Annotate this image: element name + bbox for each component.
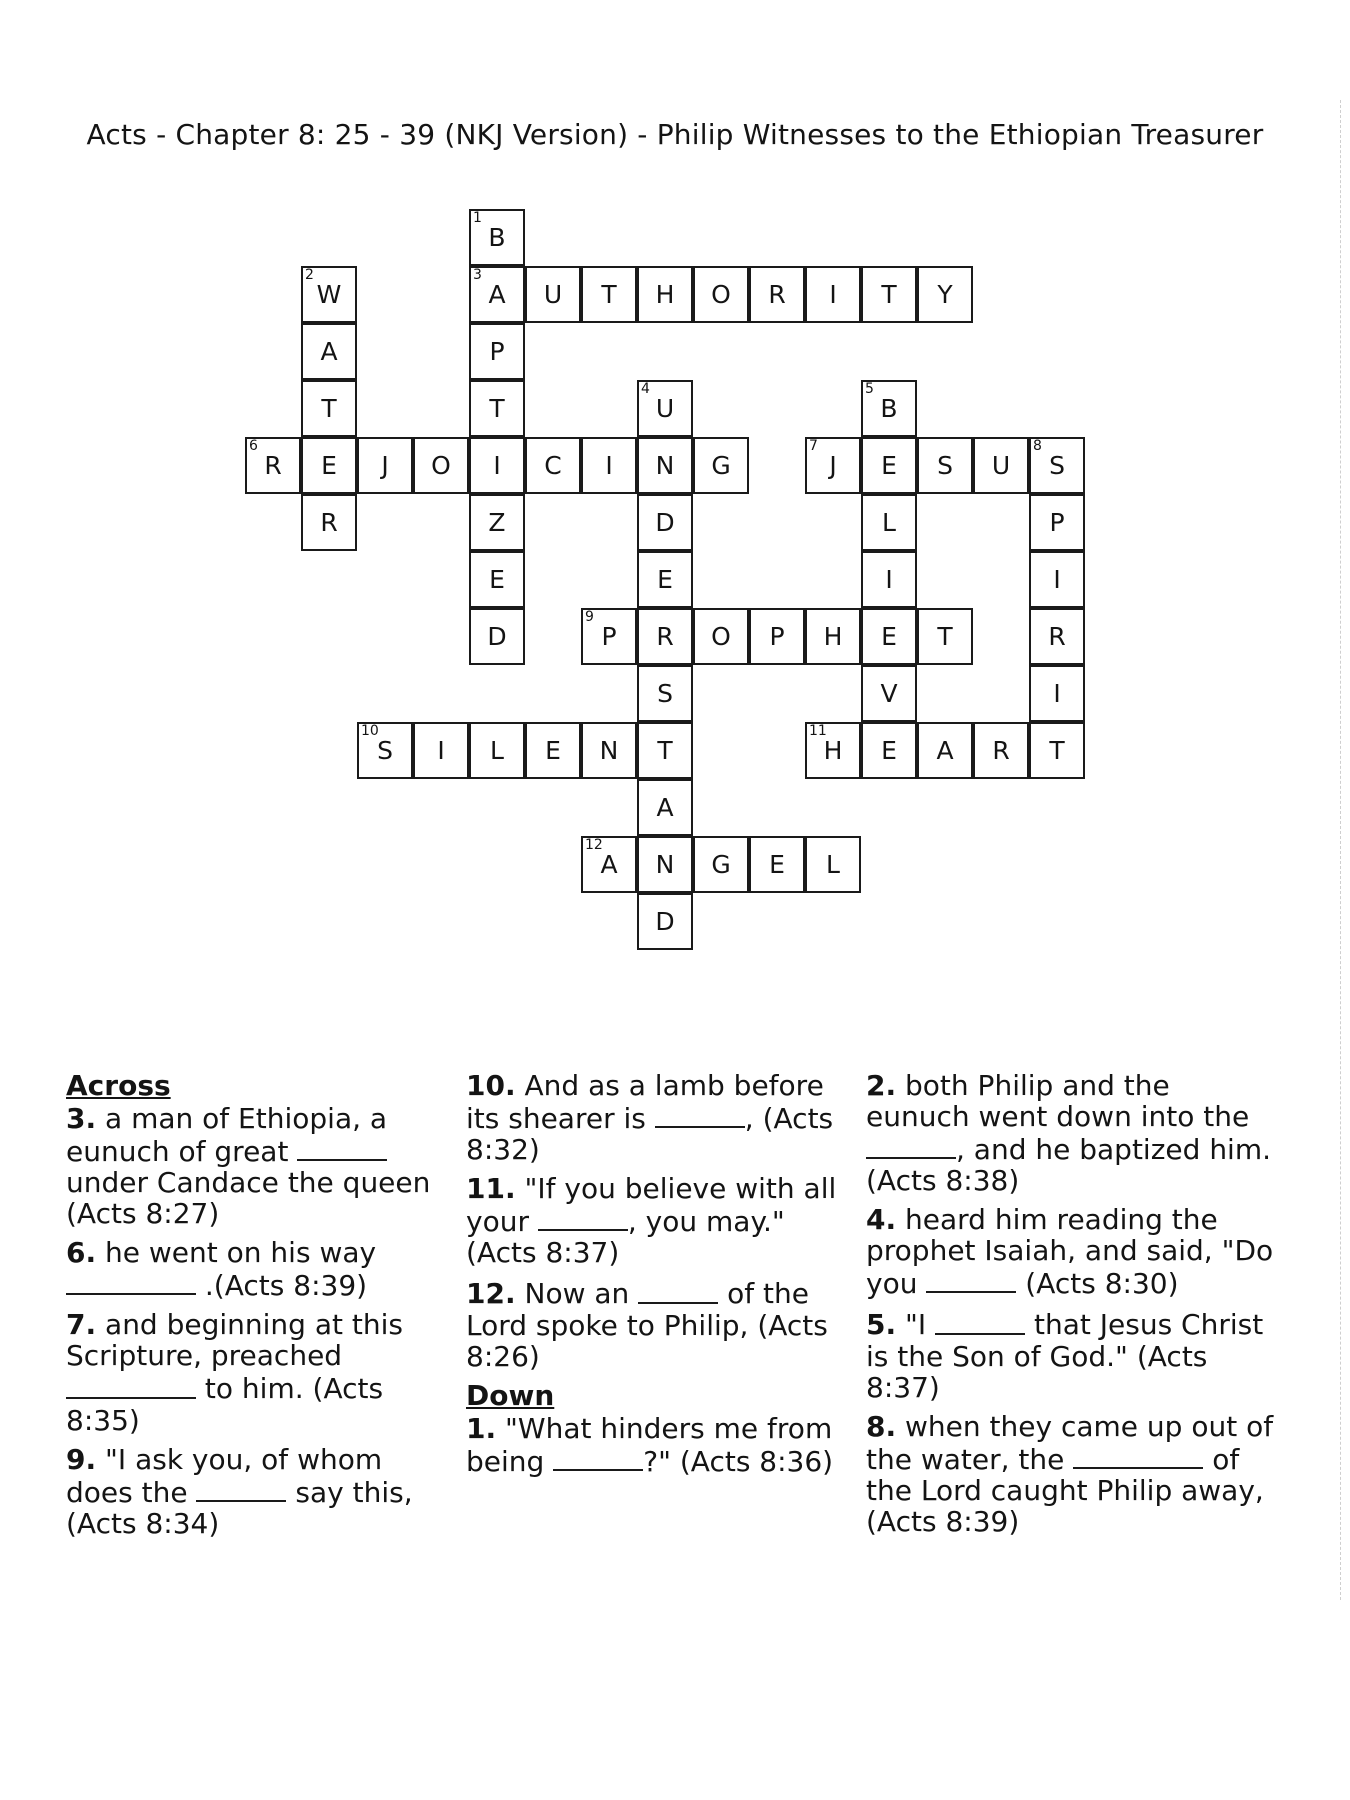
cell-letter: J — [829, 451, 837, 480]
grid-cell — [917, 266, 973, 323]
clue-across-6: 6. he went on his way .(Acts 8:39) — [66, 1236, 377, 1303]
cell-letter: B — [880, 394, 898, 423]
clue-across-12: 12. Now an of the Lord spoke to Philip, (Acts 8:26) — [466, 1277, 828, 1373]
cell-letter: A — [488, 280, 506, 309]
clues-column-1 — [66, 1070, 446, 1547]
grid-cell — [637, 380, 693, 437]
cell-number: 11 — [809, 723, 827, 739]
grid-cell — [917, 437, 973, 494]
grid-cell — [1029, 551, 1085, 608]
grid-cell — [861, 437, 917, 494]
cell-letter: T — [937, 622, 953, 651]
clue-across-9: 9. "I ask you, of whom does the say this, (Acts 8:34) — [66, 1442, 413, 1540]
down-header: Down — [466, 1378, 555, 1412]
grid-cell — [1029, 494, 1085, 551]
grid-cell — [861, 722, 917, 779]
cell-letter: R — [1048, 622, 1066, 651]
grid-cell — [973, 437, 1029, 494]
grid-cell — [469, 266, 525, 323]
grid-cell — [357, 722, 413, 779]
clue-down-5: 5. "I that Jesus Christ is the Son of God." (Acts 8:37) — [866, 1308, 1264, 1404]
cell-letter: W — [316, 280, 342, 309]
grid-cell — [301, 437, 357, 494]
cell-letter: V — [880, 679, 898, 708]
cell-letter: E — [545, 736, 561, 765]
page-title: Acts - Chapter 8: 25 - 39 (NKJ Version) - Philip Witnesses to the Ethiopian Treasurer — [86, 118, 1264, 151]
cell-letter: I — [1053, 565, 1061, 594]
grid-cell — [637, 836, 693, 893]
grid-cell — [581, 437, 637, 494]
grid-cell — [637, 665, 693, 722]
cell-letter: Y — [937, 280, 953, 309]
grid-cell — [861, 665, 917, 722]
cell-letter: A — [600, 850, 618, 879]
cell-letter: E — [321, 451, 337, 480]
grid-cell — [693, 266, 749, 323]
cell-number: 3 — [473, 267, 482, 283]
cell-letter: L — [490, 736, 504, 765]
cell-number: 8 — [1033, 438, 1042, 454]
cell-letter: I — [885, 565, 893, 594]
grid-cell — [693, 608, 749, 665]
grid-cell — [469, 380, 525, 437]
grid-cell — [637, 551, 693, 608]
grid-cell — [637, 779, 693, 836]
grid-cell — [1029, 665, 1085, 722]
grid-cell — [1029, 722, 1085, 779]
cell-letter: E — [657, 565, 673, 594]
grid-cell — [805, 437, 861, 494]
cell-letter: T — [321, 394, 337, 423]
cell-letter: I — [1053, 679, 1061, 708]
cell-letter: R — [320, 508, 338, 537]
cell-letter: T — [489, 394, 505, 423]
grid-cell — [917, 608, 973, 665]
clue-across-11: 11. "If you believe with all your , you may." (Acts 8:37) — [466, 1172, 837, 1270]
grid-cell — [637, 437, 693, 494]
cell-letter: S — [377, 736, 393, 765]
cell-letter: L — [882, 508, 896, 537]
grid-cell — [581, 266, 637, 323]
cell-letter: C — [544, 451, 562, 480]
grid-cell — [413, 722, 469, 779]
cell-letter: H — [823, 622, 843, 651]
cell-number: 7 — [809, 438, 818, 454]
cell-letter: T — [601, 280, 617, 309]
cell-letter: I — [437, 736, 445, 765]
grid-cell — [1029, 437, 1085, 494]
grid-cell — [581, 608, 637, 665]
grid-cell — [637, 893, 693, 950]
cell-number: 1 — [473, 210, 482, 226]
grid-cell — [301, 494, 357, 551]
grid-cell — [469, 722, 525, 779]
grid-cell — [637, 608, 693, 665]
grid-cell — [525, 437, 581, 494]
grid-cell — [469, 551, 525, 608]
grid-cell — [637, 722, 693, 779]
cell-letter: L — [826, 850, 840, 879]
cell-letter: E — [769, 850, 785, 879]
grid-cell — [749, 836, 805, 893]
cell-letter: R — [264, 451, 282, 480]
cell-letter: A — [936, 736, 954, 765]
grid-cell — [581, 836, 637, 893]
grid-cell — [805, 266, 861, 323]
cell-letter: E — [881, 736, 897, 765]
grid-cell — [861, 380, 917, 437]
grid-cell — [861, 266, 917, 323]
clue-down-1: 1. "What hinders me from being ?" (Acts 8:36) — [466, 1411, 834, 1478]
cell-letter: O — [431, 451, 451, 480]
grid-cell — [581, 722, 637, 779]
grid-cell — [357, 437, 413, 494]
cell-letter: J — [381, 451, 389, 480]
grid-cell — [469, 323, 525, 380]
grid-cell — [637, 266, 693, 323]
grid-cell — [805, 722, 861, 779]
clue-down-2: 2. both Philip and the eunuch went down into the , and he baptized him. (Acts 8:38) — [866, 1069, 1272, 1198]
grid-cell — [861, 494, 917, 551]
grid-cell — [245, 437, 301, 494]
cell-letter: N — [655, 451, 675, 480]
grid-cell — [525, 722, 581, 779]
cell-letter: I — [605, 451, 613, 480]
cell-letter: T — [881, 280, 897, 309]
cell-letter: P — [1049, 508, 1065, 537]
grid-cell — [749, 608, 805, 665]
cell-letter: D — [655, 508, 675, 537]
cell-letter: R — [656, 622, 674, 651]
grid-cell — [469, 209, 525, 266]
grid-cell — [805, 836, 861, 893]
across-header: Across — [66, 1069, 171, 1102]
cell-letter: E — [881, 622, 897, 651]
grid-cell — [861, 608, 917, 665]
grid-cell — [973, 722, 1029, 779]
cell-number: 4 — [641, 381, 650, 397]
grid-cell — [637, 494, 693, 551]
cell-letter: A — [656, 793, 674, 822]
grid-cell — [301, 323, 357, 380]
cell-number: 10 — [361, 723, 379, 739]
cell-letter: U — [655, 394, 675, 423]
clues-column-2 — [466, 1070, 856, 1485]
cell-letter: G — [711, 850, 731, 879]
grid-cell — [469, 608, 525, 665]
grid-cell — [917, 722, 973, 779]
grid-cell — [693, 437, 749, 494]
clue-across-3: 3. a man of Ethiopia, a eunuch of great under Candace the queen (Acts 8:27) — [66, 1102, 431, 1231]
cell-letter: S — [1049, 451, 1065, 480]
grid-cell — [805, 608, 861, 665]
cell-letter: I — [493, 451, 501, 480]
cell-letter: E — [489, 565, 505, 594]
cell-number: 9 — [585, 609, 594, 625]
clue-down-8: 8. when they came up out of the water, the of the Lord caught Philip away, (Acts 8:39) — [866, 1409, 1274, 1538]
cell-number: 12 — [585, 837, 603, 853]
grid-cell — [301, 380, 357, 437]
cell-letter: P — [489, 337, 505, 366]
cell-letter: N — [655, 850, 675, 879]
cell-letter: I — [829, 280, 837, 309]
cell-letter: S — [937, 451, 953, 480]
cell-letter: Z — [488, 508, 506, 537]
cell-letter: A — [320, 337, 338, 366]
cell-letter: O — [711, 622, 731, 651]
cell-letter: D — [655, 907, 675, 936]
grid-cell — [861, 551, 917, 608]
cell-letter: R — [768, 280, 786, 309]
cell-letter: D — [487, 622, 507, 651]
cell-letter: G — [711, 451, 731, 480]
cell-letter: P — [601, 622, 617, 651]
clue-across-10: 10. And as a lamb before its shearer is , (Acts 8:32) — [466, 1069, 834, 1167]
cell-number: 2 — [305, 267, 314, 283]
cell-letter: E — [881, 451, 897, 480]
cell-letter: S — [657, 679, 673, 708]
clues-column-3 — [866, 1070, 1276, 1545]
grid-cell — [301, 266, 357, 323]
clue-down-4: 4. heard him reading the prophet Isaiah, and said, "Do you (Acts 8:30) — [866, 1203, 1274, 1301]
cell-letter: T — [1049, 736, 1065, 765]
grid-cell — [469, 437, 525, 494]
cell-letter: T — [657, 736, 673, 765]
cell-letter: B — [488, 223, 506, 252]
cell-letter: R — [992, 736, 1010, 765]
grid-cell — [1029, 608, 1085, 665]
cell-letter: U — [543, 280, 563, 309]
cell-letter: O — [711, 280, 731, 309]
grid-cell — [469, 494, 525, 551]
scan-edge-line — [1340, 100, 1342, 1600]
cell-letter: U — [991, 451, 1011, 480]
grid-cell — [525, 266, 581, 323]
grid-cell — [413, 437, 469, 494]
cell-letter: H — [823, 736, 843, 765]
clue-across-7: 7. and beginning at this Scripture, preached to him. (Acts 8:35) — [66, 1308, 403, 1437]
grid-cell — [749, 266, 805, 323]
grid-cell — [693, 836, 749, 893]
cell-letter: P — [769, 622, 785, 651]
cell-number: 6 — [249, 438, 258, 454]
cell-letter: N — [599, 736, 619, 765]
cell-number: 5 — [865, 381, 874, 397]
cell-letter: H — [655, 280, 675, 309]
